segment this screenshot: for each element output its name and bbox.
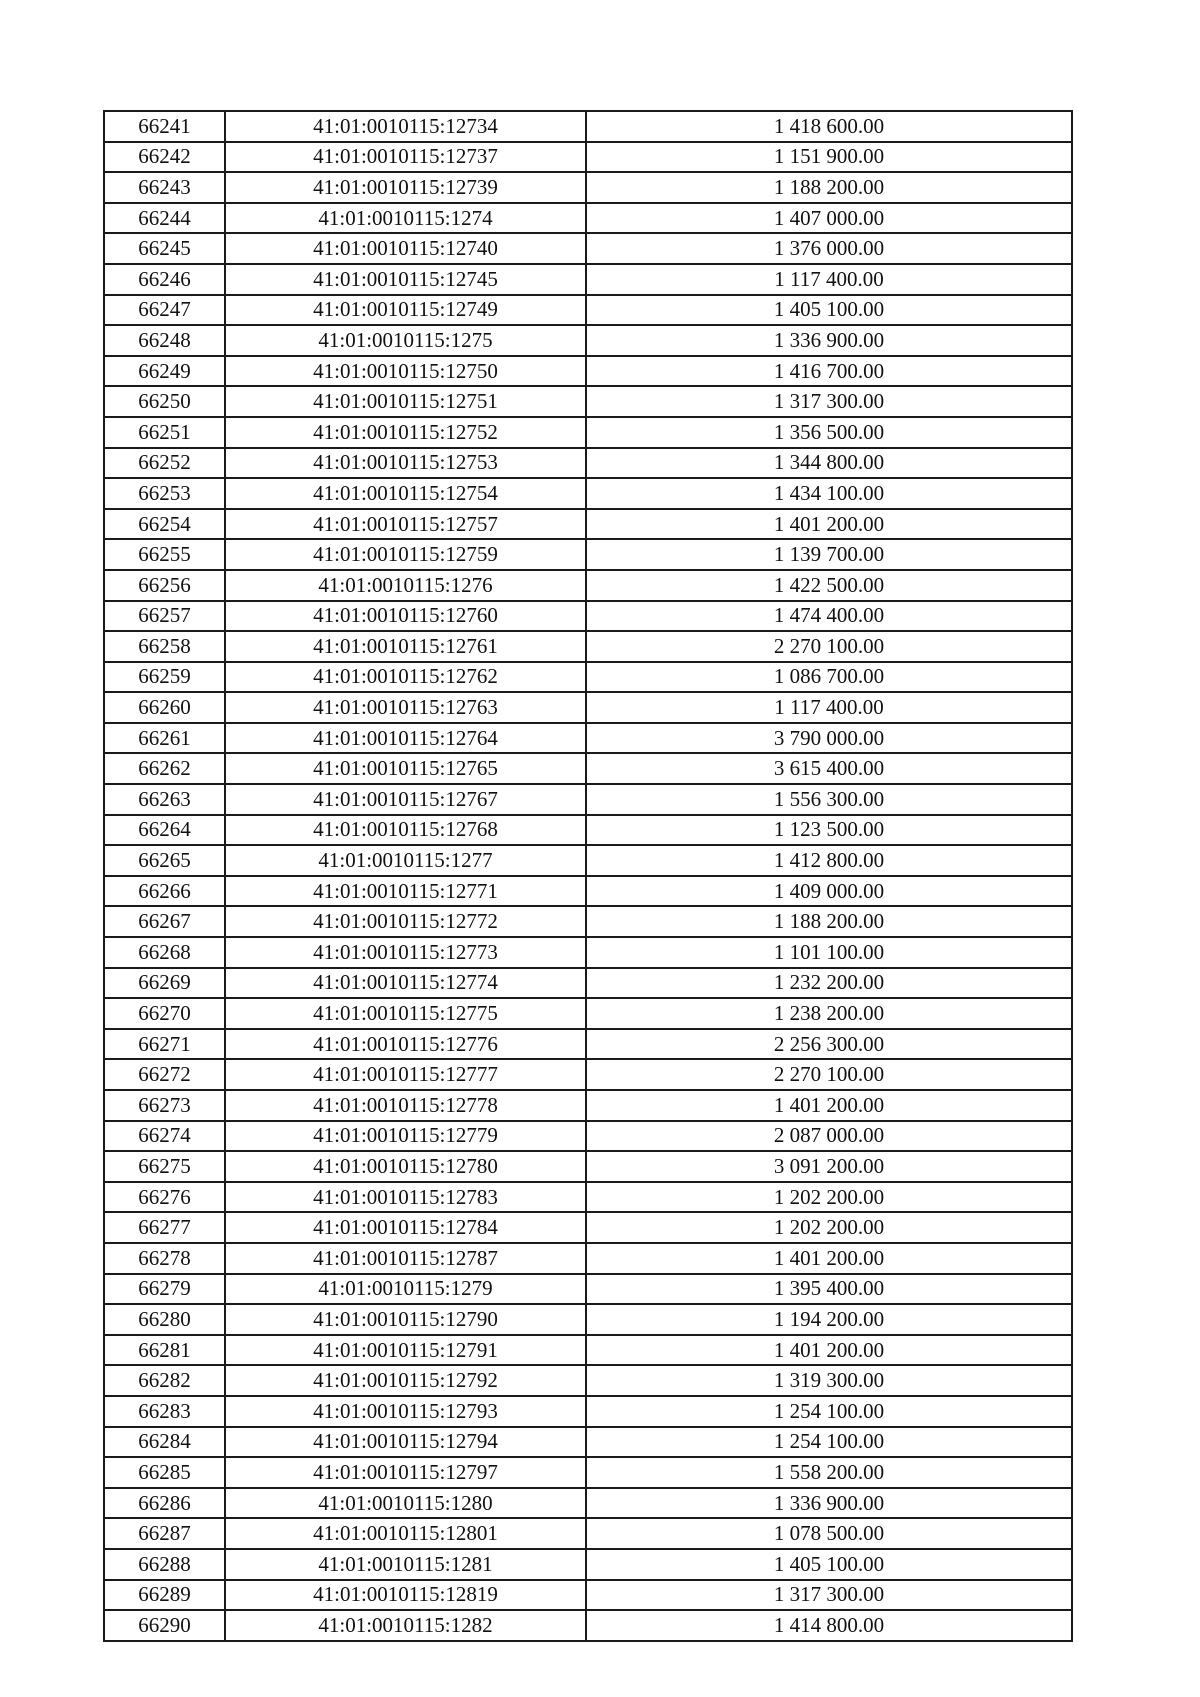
table-row bbox=[104, 1304, 1072, 1335]
cadastral-value-cell: 1 254 100.00 bbox=[586, 1396, 1072, 1427]
cadastral-number-cell: 41:01:0010115:12790 bbox=[225, 1304, 586, 1335]
table-row bbox=[104, 601, 1072, 632]
row-number-cell: 66285 bbox=[104, 1457, 225, 1488]
cadastral-value-cell: 1 117 400.00 bbox=[586, 692, 1072, 723]
cadastral-number-cell: 41:01:0010115:12737 bbox=[225, 142, 586, 173]
table-row bbox=[104, 1365, 1072, 1396]
row-number-cell: 66274 bbox=[104, 1121, 225, 1152]
row-number-cell: 66281 bbox=[104, 1335, 225, 1366]
cadastral-number-cell: 41:01:0010115:12775 bbox=[225, 998, 586, 1029]
row-number-cell: 66254 bbox=[104, 509, 225, 540]
cadastral-number-cell: 41:01:0010115:1282 bbox=[225, 1610, 586, 1641]
row-number-cell: 66264 bbox=[104, 815, 225, 846]
row-number-cell: 66266 bbox=[104, 876, 225, 907]
cadastral-value-cell: 1 101 100.00 bbox=[586, 937, 1072, 968]
cadastral-value-cell: 1 188 200.00 bbox=[586, 906, 1072, 937]
cadastral-number-cell: 41:01:0010115:1279 bbox=[225, 1274, 586, 1305]
cadastral-number-cell: 41:01:0010115:12757 bbox=[225, 509, 586, 540]
table-row bbox=[104, 937, 1072, 968]
table-row bbox=[104, 478, 1072, 509]
cadastral-number-cell: 41:01:0010115:12768 bbox=[225, 815, 586, 846]
row-number-cell: 66269 bbox=[104, 968, 225, 999]
table-row bbox=[104, 968, 1072, 999]
cadastral-number-cell: 41:01:0010115:12761 bbox=[225, 631, 586, 662]
table-row bbox=[104, 1488, 1072, 1519]
cadastral-value-cell: 1 232 200.00 bbox=[586, 968, 1072, 999]
cadastral-value-cell: 1 558 200.00 bbox=[586, 1457, 1072, 1488]
cadastral-value-cell: 1 238 200.00 bbox=[586, 998, 1072, 1029]
cadastral-value-cell: 2 270 100.00 bbox=[586, 631, 1072, 662]
table-row bbox=[104, 1090, 1072, 1121]
cadastral-value-cell: 2 087 000.00 bbox=[586, 1121, 1072, 1152]
cadastral-value-cell: 1 422 500.00 bbox=[586, 570, 1072, 601]
cadastral-value-cell: 1 401 200.00 bbox=[586, 1090, 1072, 1121]
table-row bbox=[104, 1610, 1072, 1641]
cadastral-value-cell: 1 401 200.00 bbox=[586, 509, 1072, 540]
cadastral-value-cell: 1 416 700.00 bbox=[586, 356, 1072, 387]
table-row bbox=[104, 906, 1072, 937]
cadastral-number-cell: 41:01:0010115:1281 bbox=[225, 1549, 586, 1580]
cadastral-value-cell: 1 254 100.00 bbox=[586, 1427, 1072, 1458]
cadastral-value-table bbox=[103, 110, 1073, 1642]
cadastral-number-cell: 41:01:0010115:12792 bbox=[225, 1365, 586, 1396]
table-row bbox=[104, 509, 1072, 540]
cadastral-value-cell: 1 344 800.00 bbox=[586, 448, 1072, 479]
row-number-cell: 66259 bbox=[104, 662, 225, 693]
cadastral-number-cell: 41:01:0010115:12734 bbox=[225, 111, 586, 142]
table-row bbox=[104, 233, 1072, 264]
cadastral-number-cell: 41:01:0010115:12754 bbox=[225, 478, 586, 509]
cadastral-value-cell: 1 117 400.00 bbox=[586, 264, 1072, 295]
cadastral-value-cell: 1 336 900.00 bbox=[586, 1488, 1072, 1519]
cadastral-value-cell: 1 078 500.00 bbox=[586, 1518, 1072, 1549]
cadastral-value-cell: 3 615 400.00 bbox=[586, 753, 1072, 784]
row-number-cell: 66260 bbox=[104, 692, 225, 723]
row-number-cell: 66253 bbox=[104, 478, 225, 509]
row-number-cell: 66275 bbox=[104, 1151, 225, 1182]
table-row bbox=[104, 815, 1072, 846]
cadastral-number-cell: 41:01:0010115:12787 bbox=[225, 1243, 586, 1274]
row-number-cell: 66272 bbox=[104, 1059, 225, 1090]
cadastral-number-cell: 41:01:0010115:12778 bbox=[225, 1090, 586, 1121]
table-row bbox=[104, 1335, 1072, 1366]
cadastral-number-cell: 41:01:0010115:1274 bbox=[225, 203, 586, 234]
table-row bbox=[104, 570, 1072, 601]
cadastral-number-cell: 41:01:0010115:12751 bbox=[225, 386, 586, 417]
cadastral-value-cell: 1 376 000.00 bbox=[586, 233, 1072, 264]
table-row bbox=[104, 172, 1072, 203]
cadastral-value-cell: 1 139 700.00 bbox=[586, 539, 1072, 570]
row-number-cell: 66284 bbox=[104, 1427, 225, 1458]
row-number-cell: 66271 bbox=[104, 1029, 225, 1060]
row-number-cell: 66277 bbox=[104, 1212, 225, 1243]
row-number-cell: 66255 bbox=[104, 539, 225, 570]
cadastral-number-cell: 41:01:0010115:12750 bbox=[225, 356, 586, 387]
row-number-cell: 66241 bbox=[104, 111, 225, 142]
row-number-cell: 66257 bbox=[104, 601, 225, 632]
cadastral-number-cell: 41:01:0010115:12752 bbox=[225, 417, 586, 448]
table-row bbox=[104, 142, 1072, 173]
table-row bbox=[104, 692, 1072, 723]
table-row bbox=[104, 1457, 1072, 1488]
cadastral-value-cell: 1 356 500.00 bbox=[586, 417, 1072, 448]
row-number-cell: 66282 bbox=[104, 1365, 225, 1396]
row-number-cell: 66247 bbox=[104, 295, 225, 326]
row-number-cell: 66252 bbox=[104, 448, 225, 479]
row-number-cell: 66270 bbox=[104, 998, 225, 1029]
table-row bbox=[104, 784, 1072, 815]
cadastral-value-cell: 1 202 200.00 bbox=[586, 1212, 1072, 1243]
cadastral-number-cell: 41:01:0010115:12745 bbox=[225, 264, 586, 295]
cadastral-number-cell: 41:01:0010115:12772 bbox=[225, 906, 586, 937]
row-number-cell: 66261 bbox=[104, 723, 225, 754]
cadastral-value-cell: 2 256 300.00 bbox=[586, 1029, 1072, 1060]
cadastral-value-cell: 1 188 200.00 bbox=[586, 172, 1072, 203]
cadastral-value-cell: 1 474 400.00 bbox=[586, 601, 1072, 632]
table-row bbox=[104, 295, 1072, 326]
cadastral-value-cell: 1 151 900.00 bbox=[586, 142, 1072, 173]
row-number-cell: 66283 bbox=[104, 1396, 225, 1427]
row-number-cell: 66263 bbox=[104, 784, 225, 815]
row-number-cell: 66273 bbox=[104, 1090, 225, 1121]
table-row bbox=[104, 325, 1072, 356]
cadastral-value-cell: 1 202 200.00 bbox=[586, 1182, 1072, 1213]
cadastral-number-cell: 41:01:0010115:12740 bbox=[225, 233, 586, 264]
row-number-cell: 66258 bbox=[104, 631, 225, 662]
cadastral-number-cell: 41:01:0010115:1280 bbox=[225, 1488, 586, 1519]
cadastral-number-cell: 41:01:0010115:12793 bbox=[225, 1396, 586, 1427]
row-number-cell: 66245 bbox=[104, 233, 225, 264]
table-row bbox=[104, 1518, 1072, 1549]
cadastral-value-cell: 1 405 100.00 bbox=[586, 1549, 1072, 1580]
table-row bbox=[104, 1059, 1072, 1090]
cadastral-value-cell: 1 405 100.00 bbox=[586, 295, 1072, 326]
cadastral-number-cell: 41:01:0010115:12753 bbox=[225, 448, 586, 479]
table-row bbox=[104, 386, 1072, 417]
cadastral-number-cell: 41:01:0010115:12779 bbox=[225, 1121, 586, 1152]
table-row bbox=[104, 753, 1072, 784]
row-number-cell: 66251 bbox=[104, 417, 225, 448]
row-number-cell: 66287 bbox=[104, 1518, 225, 1549]
table-row bbox=[104, 662, 1072, 693]
cadastral-number-cell: 41:01:0010115:12776 bbox=[225, 1029, 586, 1060]
cadastral-value-cell: 1 319 300.00 bbox=[586, 1365, 1072, 1396]
table-row bbox=[104, 631, 1072, 662]
table-row bbox=[104, 1549, 1072, 1580]
table-row bbox=[104, 111, 1072, 142]
table-row bbox=[104, 417, 1072, 448]
cadastral-number-cell: 41:01:0010115:12794 bbox=[225, 1427, 586, 1458]
row-number-cell: 66288 bbox=[104, 1549, 225, 1580]
row-number-cell: 66256 bbox=[104, 570, 225, 601]
row-number-cell: 66267 bbox=[104, 906, 225, 937]
cadastral-value-cell: 1 336 900.00 bbox=[586, 325, 1072, 356]
cadastral-number-cell: 41:01:0010115:12819 bbox=[225, 1580, 586, 1611]
cadastral-value-cell: 1 418 600.00 bbox=[586, 111, 1072, 142]
table-row bbox=[104, 203, 1072, 234]
cadastral-value-cell: 1 194 200.00 bbox=[586, 1304, 1072, 1335]
table-row bbox=[104, 1029, 1072, 1060]
table-body bbox=[104, 111, 1072, 1641]
cadastral-number-cell: 41:01:0010115:12773 bbox=[225, 937, 586, 968]
cadastral-value-cell: 3 091 200.00 bbox=[586, 1151, 1072, 1182]
cadastral-value-cell: 1 556 300.00 bbox=[586, 784, 1072, 815]
table-row bbox=[104, 1212, 1072, 1243]
cadastral-number-cell: 41:01:0010115:12767 bbox=[225, 784, 586, 815]
row-number-cell: 66244 bbox=[104, 203, 225, 234]
cadastral-number-cell: 41:01:0010115:12749 bbox=[225, 295, 586, 326]
table-row bbox=[104, 1151, 1072, 1182]
row-number-cell: 66286 bbox=[104, 1488, 225, 1519]
cadastral-number-cell: 41:01:0010115:12765 bbox=[225, 753, 586, 784]
row-number-cell: 66265 bbox=[104, 845, 225, 876]
cadastral-value-cell: 1 412 800.00 bbox=[586, 845, 1072, 876]
cadastral-number-cell: 41:01:0010115:12780 bbox=[225, 1151, 586, 1182]
table-row bbox=[104, 264, 1072, 295]
cadastral-number-cell: 41:01:0010115:1277 bbox=[225, 845, 586, 876]
row-number-cell: 66262 bbox=[104, 753, 225, 784]
cadastral-value-cell: 1 401 200.00 bbox=[586, 1243, 1072, 1274]
table-row bbox=[104, 1427, 1072, 1458]
row-number-cell: 66278 bbox=[104, 1243, 225, 1274]
table-row bbox=[104, 1580, 1072, 1611]
table-row bbox=[104, 723, 1072, 754]
cadastral-value-cell: 1 395 400.00 bbox=[586, 1274, 1072, 1305]
row-number-cell: 66246 bbox=[104, 264, 225, 295]
cadastral-number-cell: 41:01:0010115:12774 bbox=[225, 968, 586, 999]
cadastral-value-cell: 1 409 000.00 bbox=[586, 876, 1072, 907]
cadastral-number-cell: 41:01:0010115:12783 bbox=[225, 1182, 586, 1213]
row-number-cell: 66250 bbox=[104, 386, 225, 417]
cadastral-number-cell: 41:01:0010115:12771 bbox=[225, 876, 586, 907]
cadastral-value-cell: 2 270 100.00 bbox=[586, 1059, 1072, 1090]
table-row bbox=[104, 1274, 1072, 1305]
row-number-cell: 66279 bbox=[104, 1274, 225, 1305]
cadastral-value-cell: 1 317 300.00 bbox=[586, 1580, 1072, 1611]
cadastral-value-cell: 1 086 700.00 bbox=[586, 662, 1072, 693]
table-row bbox=[104, 998, 1072, 1029]
cadastral-value-cell: 1 414 800.00 bbox=[586, 1610, 1072, 1641]
cadastral-number-cell: 41:01:0010115:12739 bbox=[225, 172, 586, 203]
row-number-cell: 66289 bbox=[104, 1580, 225, 1611]
cadastral-value-cell: 1 123 500.00 bbox=[586, 815, 1072, 846]
table-row bbox=[104, 1243, 1072, 1274]
row-number-cell: 66280 bbox=[104, 1304, 225, 1335]
cadastral-number-cell: 41:01:0010115:12762 bbox=[225, 662, 586, 693]
row-number-cell: 66249 bbox=[104, 356, 225, 387]
table-row bbox=[104, 356, 1072, 387]
cadastral-value-cell: 1 407 000.00 bbox=[586, 203, 1072, 234]
table-row bbox=[104, 1121, 1072, 1152]
cadastral-value-cell: 3 790 000.00 bbox=[586, 723, 1072, 754]
cadastral-number-cell: 41:01:0010115:12759 bbox=[225, 539, 586, 570]
cadastral-number-cell: 41:01:0010115:12801 bbox=[225, 1518, 586, 1549]
cadastral-number-cell: 41:01:0010115:12777 bbox=[225, 1059, 586, 1090]
cadastral-number-cell: 41:01:0010115:12763 bbox=[225, 692, 586, 723]
cadastral-number-cell: 41:01:0010115:12784 bbox=[225, 1212, 586, 1243]
row-number-cell: 66243 bbox=[104, 172, 225, 203]
cadastral-number-cell: 41:01:0010115:12760 bbox=[225, 601, 586, 632]
table-row bbox=[104, 448, 1072, 479]
cadastral-number-cell: 41:01:0010115:12764 bbox=[225, 723, 586, 754]
row-number-cell: 66248 bbox=[104, 325, 225, 356]
table-row bbox=[104, 876, 1072, 907]
cadastral-value-cell: 1 434 100.00 bbox=[586, 478, 1072, 509]
cadastral-number-cell: 41:01:0010115:12791 bbox=[225, 1335, 586, 1366]
row-number-cell: 66242 bbox=[104, 142, 225, 173]
row-number-cell: 66268 bbox=[104, 937, 225, 968]
cadastral-value-cell: 1 317 300.00 bbox=[586, 386, 1072, 417]
table-row bbox=[104, 845, 1072, 876]
cadastral-number-cell: 41:01:0010115:1275 bbox=[225, 325, 586, 356]
cadastral-value-cell: 1 401 200.00 bbox=[586, 1335, 1072, 1366]
table-row bbox=[104, 1182, 1072, 1213]
cadastral-number-cell: 41:01:0010115:12797 bbox=[225, 1457, 586, 1488]
row-number-cell: 66276 bbox=[104, 1182, 225, 1213]
cadastral-number-cell: 41:01:0010115:1276 bbox=[225, 570, 586, 601]
row-number-cell: 66290 bbox=[104, 1610, 225, 1641]
table-row bbox=[104, 539, 1072, 570]
table-row bbox=[104, 1396, 1072, 1427]
